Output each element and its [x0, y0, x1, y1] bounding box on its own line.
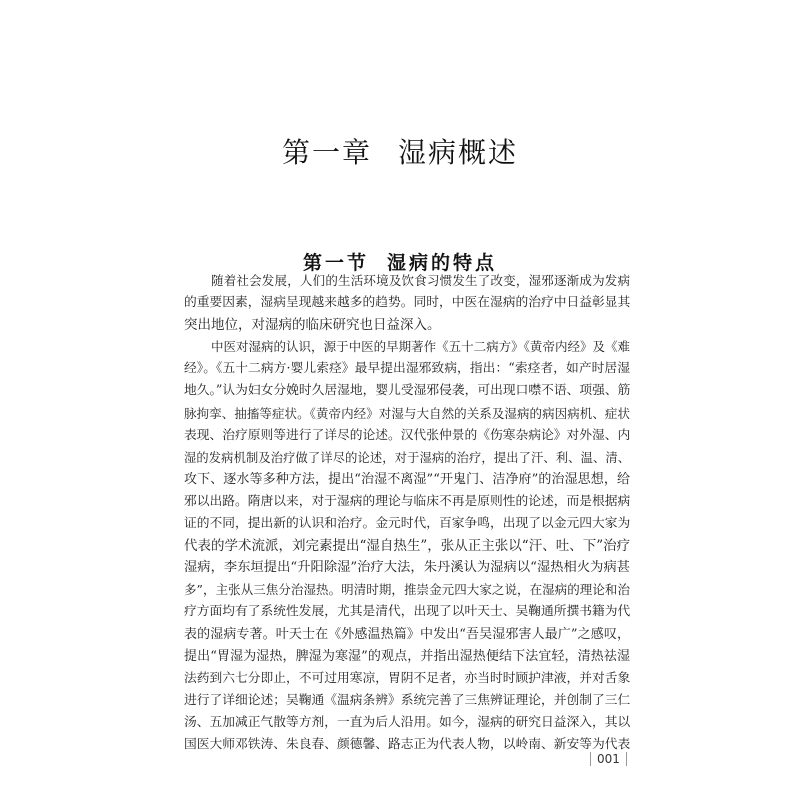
text-line: 中医对湿病的认识，源于中医的早期著作《五十二病方》《黄帝内经》及《难 [211, 339, 630, 355]
text-line: 汤、五加减正气散等方剂，一直为后人沿用。如今，湿病的研究日益深入，其以 [184, 714, 631, 730]
text-line: 脉拘挛、抽搐等症状。《黄帝内经》对湿与大自然的关系及湿病的病因病机、症状 [184, 405, 630, 421]
chapter-number: 第一章 [281, 135, 372, 169]
text-line: 邪以出路。隋唐以来，对于湿病的理论与临床不再是原则性的论述，而是根据病 [184, 493, 631, 509]
chapter-name: 湿病概述 [398, 135, 519, 169]
text-line: 提出“胃湿为湿热，脾湿为寒湿”的观点，并指出湿热便结下法宜轻，清热祛湿 [184, 648, 630, 664]
text-line: 湿的发病机制及治疗做了详尽的论述，对于湿病的治疗，提出了汗、利、温、清、 [184, 450, 630, 465]
text-line: 进行了详细论述；吴鞠通《温病条辨》系统完善了三焦辨证理论，并创制了三仁 [184, 692, 631, 708]
text-line: 随着社会发展，人们的生活环境及饮食习惯发生了改变，湿邪逐渐成为发病 [211, 273, 630, 288]
section-number: 第一节 [302, 251, 369, 274]
body-text [184, 270, 630, 756]
page-number: 001 [590, 752, 627, 766]
text-line: 表现、治疗原则等进行了详尽的论述。汉代张仲景的《伤寒杂病论》对外湿、内 [184, 427, 631, 443]
text-line: 地久。”认为妇女分娩时久居湿地，婴儿受湿邪侵袭，可出现口噤不语、项强、筋 [184, 383, 631, 399]
text-line: 表的湿病专著。叶天士在《外感温热篇》中发出“吾吴湿邪害人最广”之感叹， [184, 626, 630, 642]
text-line: 代表的学术流派，刘完素提出“湿自热生”，张从正主张以“汗、吐、下”治疗 [184, 538, 631, 555]
text-line: 多”，主张从三焦分治湿热。明清时期，推崇金元四大家之说，在湿病的理论和治 [184, 582, 630, 598]
text-line: 法药到六七分即止，不可过用寒凉，胃阴不足者，亦当时时顾护津液，并对舌象 [184, 670, 631, 686]
text-line: 攻下、逐水等多种方法，提出“治湿不离湿”“开鬼门、洁净府”的治湿思想，给 [184, 471, 630, 487]
chapter-title [0, 131, 800, 171]
text-line: 突出地位，对湿病的临床研究也日益深入。 [184, 317, 441, 334]
text-line: 疗方面均有了系统性发展，尤其是清代，出现了以叶天士、吴鞠通所撰书籍为代 [184, 604, 631, 620]
text-line: 经》。《五十二病方·婴儿索痉》最早提出湿邪致病，指出：“索痉者，如产时居湿 [184, 361, 630, 377]
section-name: 湿病的特点 [387, 251, 498, 274]
text-line: 证的不同，提出新的认识和治疗。金元时代，百家争鸣，出现了以金元四大家为 [184, 516, 631, 532]
text-line: 湿病，李东垣提出“升阳除湿”治疗大法，朱丹溪认为湿病以“湿热相火为病甚 [184, 560, 630, 576]
text-line: 国医大师邓铁涛、朱良春、颜德馨、路志正为代表人物，以岭南、新安等为代表 [184, 736, 631, 752]
text-line: 的重要因素，湿病呈现越来越多的趋势。同时，中医在湿病的治疗中日益彰显其 [184, 295, 631, 311]
